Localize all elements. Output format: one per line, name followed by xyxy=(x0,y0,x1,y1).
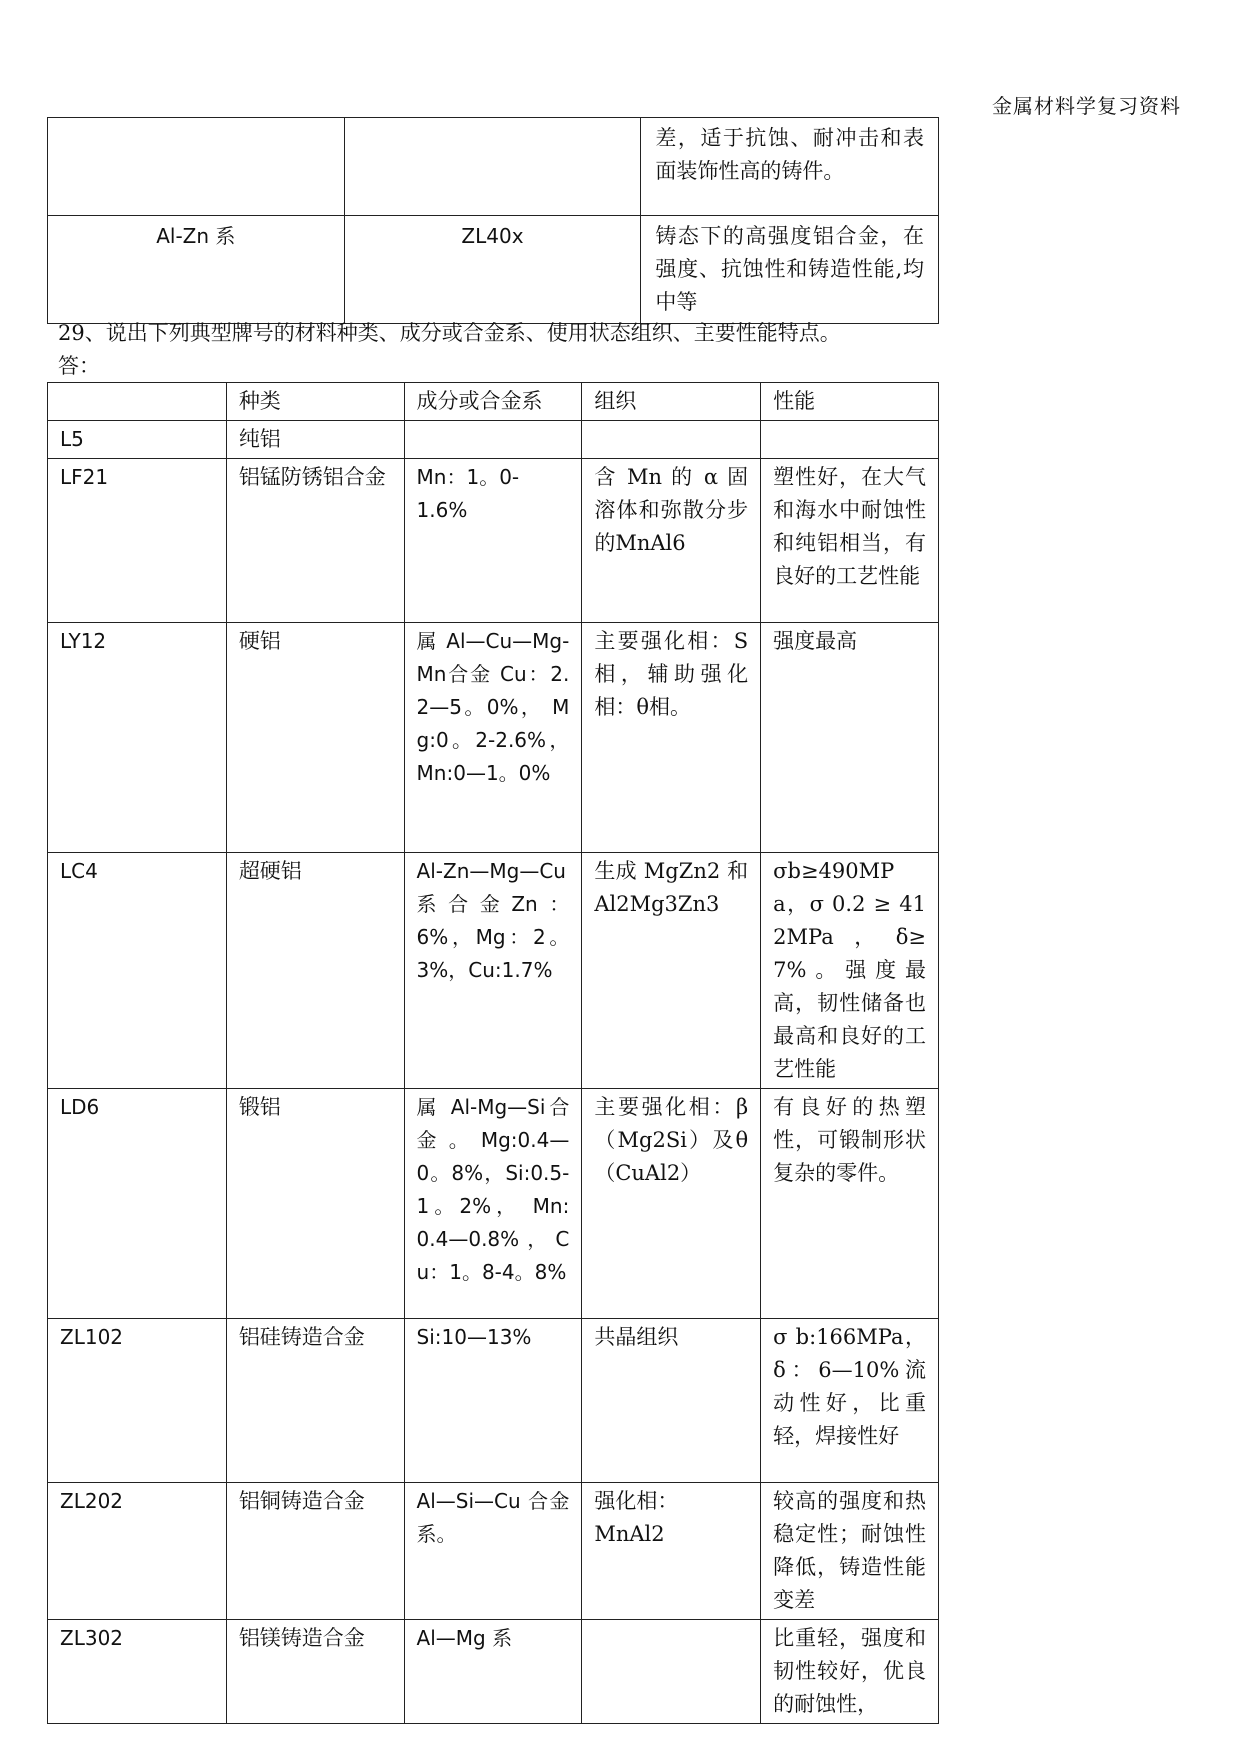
table-row xyxy=(48,216,939,324)
property-cell: 比重轻，强度和韧性较好，优良的耐蚀性， xyxy=(761,1620,939,1724)
property-cell: 强度最高 xyxy=(761,623,939,853)
composition-cell: Mn：1。0-1.6% xyxy=(404,459,582,623)
kind-cell: 铝镁铸造合金 xyxy=(226,1620,404,1724)
grade-cell: LY12 xyxy=(48,623,227,853)
table-row xyxy=(48,853,939,1089)
grade-cell: LF21 xyxy=(48,459,227,623)
composition-cell: Al—Si—Cu 合金系。 xyxy=(404,1483,582,1620)
table-row xyxy=(48,1620,939,1724)
property-cell: 有良好的热塑性，可锻制形状复杂的零件。 xyxy=(761,1089,939,1319)
composition-cell: Al—Mg 系 xyxy=(404,1620,582,1724)
table-row xyxy=(48,1483,939,1620)
table-row xyxy=(48,623,939,853)
table-cell xyxy=(344,118,641,216)
kind-cell: 铝硅铸造合金 xyxy=(226,1319,404,1483)
grade-cell: LC4 xyxy=(48,853,227,1089)
structure-cell: 含 Mn 的 α 固溶体和弥散分步的MnAl6 xyxy=(582,459,761,623)
answer-label: 答： xyxy=(58,354,100,378)
table-cell: Al-Zn 系 xyxy=(48,216,345,324)
composition-cell: Al-Zn—Mg—Cu系合金Zn：6%，Mg：2。3%，Cu:1.7% xyxy=(404,853,582,1089)
grade-cell: ZL102 xyxy=(48,1319,227,1483)
structure-cell: 主要强化相：S相，辅助强化相：θ相。 xyxy=(582,623,761,853)
table-cell: 差，适于抗蚀、耐冲击和表面装饰性高的铸件。 xyxy=(641,118,939,216)
property-cell: 较高的强度和热稳定性；耐蚀性降低，铸造性能变差 xyxy=(761,1483,939,1620)
top-alloy-table xyxy=(47,117,939,324)
composition-cell: 属 Al-Mg—Si合金。Mg:0.4—0。8%，Si:0.5-1。2%， Mn: 0.4—0.8%，Cu：1。8-4。8% xyxy=(404,1089,582,1319)
structure-cell xyxy=(582,421,761,459)
kind-cell: 硬铝 xyxy=(226,623,404,853)
header-cell: 成分或合金系 xyxy=(404,383,582,421)
kind-cell: 铝锰防锈铝合金 xyxy=(226,459,404,623)
composition-cell: Si:10—13% xyxy=(404,1319,582,1483)
kind-cell: 锻铝 xyxy=(226,1089,404,1319)
aluminum-grades-table xyxy=(47,382,939,1724)
header-cell xyxy=(48,383,227,421)
structure-cell: 生成 MgZn2 和Al2Mg3Zn3 xyxy=(582,853,761,1089)
table-row xyxy=(48,1319,939,1483)
table-row xyxy=(48,1089,939,1319)
property-cell: 塑性好，在大气和海水中耐蚀性和纯铝相当，有良好的工艺性能 xyxy=(761,459,939,623)
composition-cell xyxy=(404,421,582,459)
table-header-row xyxy=(48,383,939,421)
kind-cell: 超硬铝 xyxy=(226,853,404,1089)
structure-cell: 强化相：MnAl2 xyxy=(582,1483,761,1620)
table-row xyxy=(48,118,939,216)
kind-cell: 铝铜铸造合金 xyxy=(226,1483,404,1620)
question-line: 29、说出下列典型牌号的材料种类、成分或合金系、使用状态组织、主要性能特点。 xyxy=(58,321,841,345)
property-cell xyxy=(761,421,939,459)
property-cell: σb≥490MPa，σ 0.2 ≥ 412MPa，δ≥7%。强度最高，韧性储备也最高和良好的工艺性能 xyxy=(761,853,939,1089)
grade-cell: L5 xyxy=(48,421,227,459)
composition-cell: 属Al—Cu—Mg-Mn合金 Cu：2.2—5。0%， Mg:0。2-2.6%，Mn:0—1。0% xyxy=(404,623,582,853)
table-cell xyxy=(48,118,345,216)
table-row xyxy=(48,421,939,459)
kind-cell: 纯铝 xyxy=(226,421,404,459)
structure-cell xyxy=(582,1620,761,1724)
table-row xyxy=(48,459,939,623)
table-cell: ZL40x xyxy=(344,216,641,324)
header-cell: 组织 xyxy=(582,383,761,421)
grade-cell: LD6 xyxy=(48,1089,227,1319)
header-cell: 种类 xyxy=(226,383,404,421)
table-cell: 铸态下的高强度铝合金，在强度、抗蚀性和铸造性能,均中等 xyxy=(641,216,939,324)
grade-cell: ZL302 xyxy=(48,1620,227,1724)
header-cell: 性能 xyxy=(761,383,939,421)
property-cell: σ b:166MPa，δ：6—10%流动性好，比重轻，焊接性好 xyxy=(761,1319,939,1483)
structure-cell: 共晶组织 xyxy=(582,1319,761,1483)
question-text xyxy=(58,317,958,383)
grade-cell: ZL202 xyxy=(48,1483,227,1620)
page-header-title: 金属材料学复习资料 xyxy=(992,94,1181,118)
structure-cell: 主要强化相：β（Mg2Si）及θ（CuAl2） xyxy=(582,1089,761,1319)
